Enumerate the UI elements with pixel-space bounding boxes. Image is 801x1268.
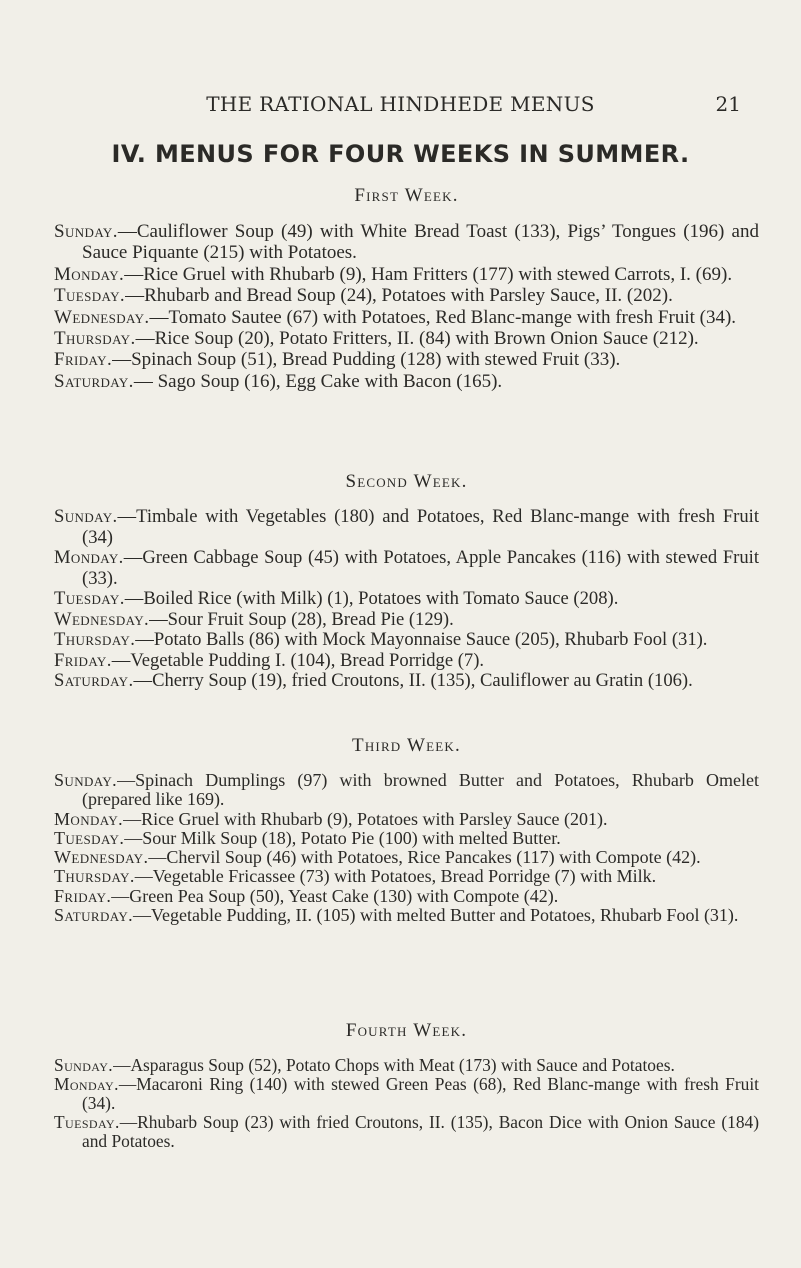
chapter-title: IV. MENUS FOR FOUR WEEKS IN SUMMER. — [111, 140, 690, 168]
day-label: Thursday. — [54, 866, 135, 887]
menu-text: —Spinach Soup (51), Bread Pudding (128) with stewed Fruit (33). — [112, 349, 621, 371]
menu-text: —Green Cabbage Soup (45) with Potatoes, Apple Pancakes (116) with stewed Fruit (33). — [82, 547, 759, 589]
menu-text: —Spinach Dumplings (97) with browned Butter and Potatoes, Rhubarb Omelet (prepared like 169). — [82, 770, 759, 810]
menu-text: —Rhubarb and Bread Soup (24), Potatoes with Parsley Sauce, II. (202). — [125, 285, 673, 307]
menu-text: —Cauliflower Soup (49) with White Bread Toast (133), Pigs’ Tongues (196) and Sauce Piquante (215) with Potatoes. — [82, 221, 759, 264]
menu-entry — [54, 221, 759, 264]
day-label: Sunday. — [54, 1055, 114, 1075]
day-label: Tuesday. — [54, 827, 125, 848]
menu-entry — [54, 1075, 759, 1113]
day-label: Friday. — [54, 349, 113, 371]
menu-text: —Chervil Soup (46) with Potatoes, Rice Pancakes (117) with Compote (42). — [148, 847, 701, 868]
menu-text: —Rice Soup (20), Potato Fritters, II. (84) with Brown Onion Sauce (212). — [135, 328, 699, 350]
menu-entry — [54, 867, 759, 886]
menu-entry — [54, 848, 759, 867]
day-label: Friday. — [54, 885, 112, 906]
menu-entry — [54, 906, 759, 925]
day-label: Monday. — [54, 1074, 119, 1094]
menu-text: —Green Pea Soup (50), Yeast Cake (130) with Compote (42). — [111, 885, 559, 906]
menu-entry — [54, 829, 759, 848]
running-head — [60, 92, 741, 118]
menu-entry — [54, 810, 759, 829]
day-label: Saturday. — [54, 670, 134, 691]
menu-text: —Rice Gruel with Rhubarb (9), Potatoes with Parsley Sauce (201). — [123, 808, 608, 829]
day-label: Thursday. — [54, 328, 136, 350]
menu-entry — [54, 349, 759, 370]
menu-entry — [54, 307, 759, 328]
week-heading: First Week. — [354, 185, 459, 206]
menu-text: —Rice Gruel with Rhubarb (9), Ham Fritters (177) with stewed Carrots, I. (69). — [124, 263, 733, 285]
week-section-third — [54, 735, 759, 925]
menu-entry — [54, 651, 759, 672]
day-label: Saturday. — [54, 370, 134, 392]
menu-text: —Rhubarb Soup (23) with fried Croutons, II. (135), Bacon Dice with Onion Sauce (184) and Potatoes. — [82, 1112, 759, 1151]
week-heading: Third Week. — [352, 735, 461, 756]
running-head-title: THE RATIONAL HINDHEDE MENUS — [206, 92, 595, 116]
day-label: Sunday. — [54, 506, 118, 527]
menu-entry — [54, 589, 759, 610]
menu-entry — [54, 610, 759, 631]
menu-entry — [54, 285, 759, 306]
menu-entry — [54, 548, 759, 589]
menu-text: —Sour Milk Soup (18), Potato Pie (100) with melted Butter. — [124, 827, 561, 848]
week-heading: Fourth Week. — [345, 1020, 468, 1041]
menu-text: —Asparagus Soup (52), Potato Chops with Meat (173) with Sauce and Potatoes. — [113, 1055, 675, 1075]
menu-entry — [54, 630, 759, 651]
day-label: Sunday. — [54, 221, 118, 242]
menu-entry — [54, 371, 759, 392]
menu-text: —Cherry Soup (19), fried Croutons, II. (135), Cauliflower au Gratin (106). — [133, 670, 693, 691]
menu-entry — [54, 328, 759, 349]
menu-entry — [54, 887, 759, 906]
menu-text: —Potato Balls (86) with Mock Mayonnaise Sauce (205), Rhubarb Fool (31). — [135, 629, 708, 650]
menu-entry — [54, 771, 759, 810]
day-label: Monday. — [54, 808, 124, 829]
day-label: Sunday. — [54, 770, 118, 790]
page-number: 21 — [715, 92, 741, 116]
day-label: Tuesday. — [54, 1112, 120, 1132]
day-label: Tuesday. — [54, 588, 125, 609]
menu-text: —Vegetable Fricassee (73) with Potatoes, Bread Porridge (7) with Milk. — [134, 866, 657, 887]
menu-text: —Boiled Rice (with Milk) (1), Potatoes with Tomato Sauce (208). — [124, 588, 619, 609]
day-label: Friday. — [54, 649, 112, 671]
week-section-second — [54, 471, 759, 692]
day-label: Saturday. — [54, 905, 134, 926]
menu-text: —Timbale with Vegetables (180) and Potatoes, Red Blanc-mange with fresh Fruit (34) — [82, 506, 759, 548]
day-label: Wednesday. — [54, 847, 149, 868]
menu-entry — [54, 507, 759, 548]
menu-entry — [54, 671, 759, 692]
day-label: Thursday. — [54, 629, 136, 650]
day-label: Wednesday. — [54, 608, 150, 630]
menu-entry — [54, 264, 759, 285]
day-label: Monday. — [54, 547, 124, 568]
menu-text: —Vegetable Pudding, II. (105) with melted Butter and Potatoes, Rhubarb Fool (31). — [133, 905, 739, 926]
day-label: Monday. — [54, 263, 125, 285]
menu-text: — Sago Soup (16), Egg Cake with Bacon (165). — [133, 370, 503, 392]
menu-text: —Tomato Sautee (67) with Potatoes, Red Blanc-mange with fresh Fruit (34). — [149, 306, 737, 328]
week-section-first — [54, 185, 759, 392]
menu-entry — [54, 1056, 759, 1075]
week-heading: Second Week. — [345, 471, 468, 492]
day-label: Tuesday. — [54, 285, 126, 307]
menu-text: —Vegetable Pudding I. (104), Bread Porridge (7). — [111, 649, 485, 671]
week-section-fourth — [54, 1020, 759, 1151]
menu-entry — [54, 1113, 759, 1151]
day-label: Wednesday. — [54, 306, 150, 328]
menu-text: —Sour Fruit Soup (28), Bread Pie (129). — [149, 608, 454, 630]
menu-text: —Macaroni Ring (140) with stewed Green Peas (68), Red Blanc-mange with fresh Fruit (34). — [82, 1074, 759, 1113]
